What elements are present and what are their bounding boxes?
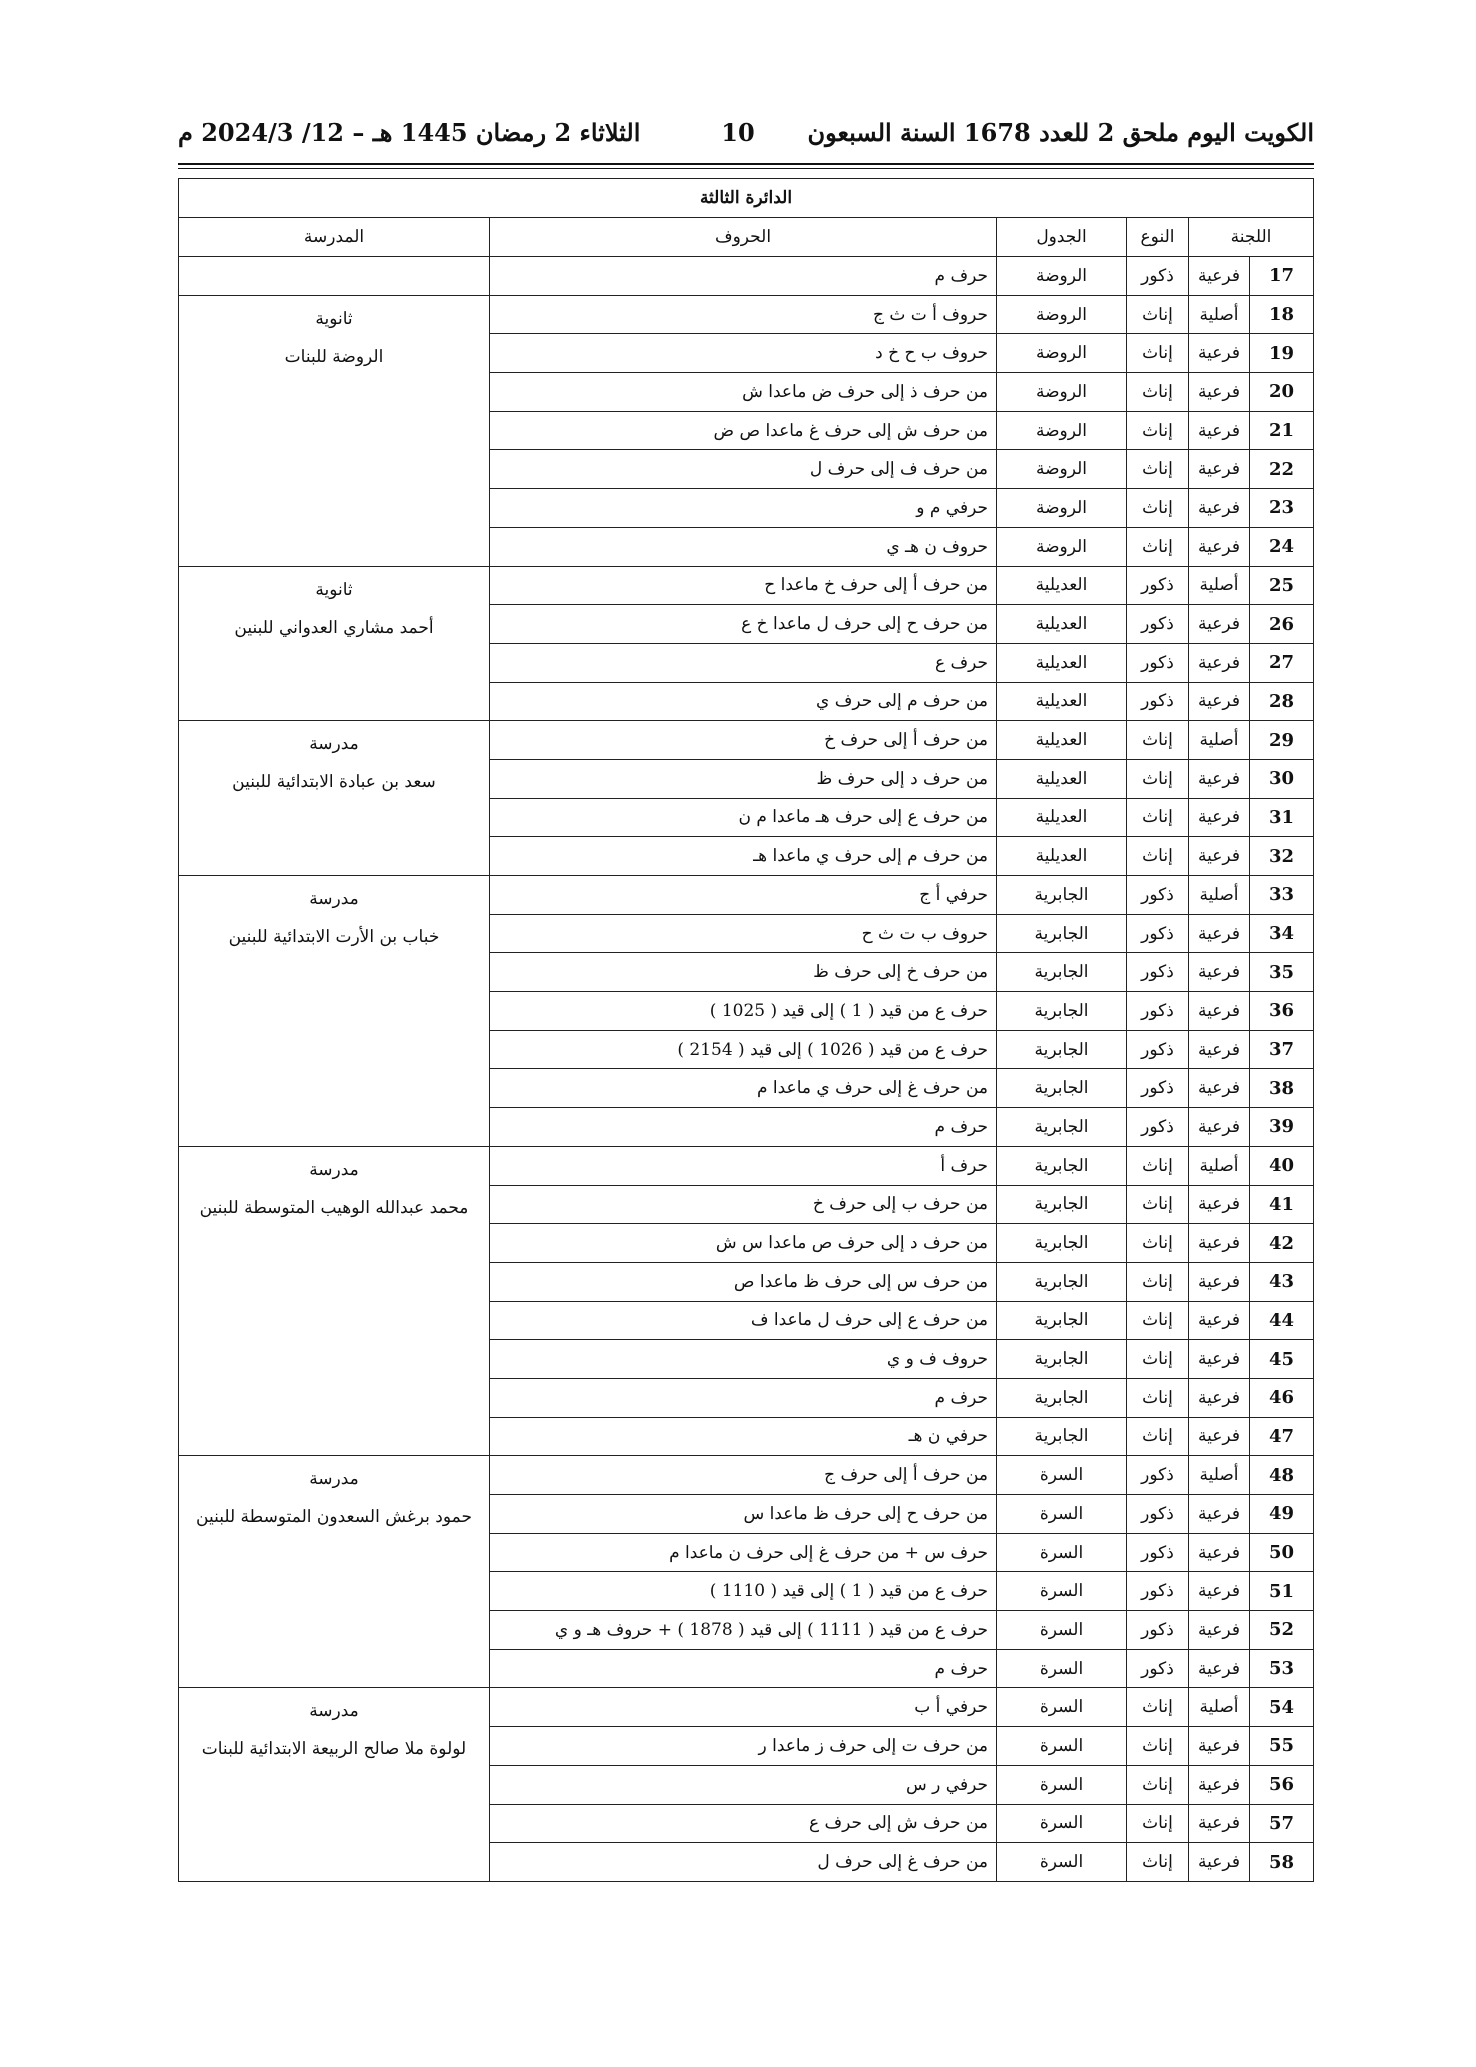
electoral-table: السرة: [997, 1533, 1127, 1572]
name-letters: حروف ب ت ث ح: [490, 914, 997, 953]
committee-kind: فرعية: [1189, 334, 1250, 373]
committee-kind: فرعية: [1189, 1843, 1250, 1882]
school-cell: [179, 721, 490, 876]
committee-kind: فرعية: [1189, 605, 1250, 644]
school-name: سعد بن عبادة الابتدائية للبنين: [232, 772, 436, 793]
district-title: الدائرة الثالثة: [179, 179, 1314, 218]
header-committee: اللجنة: [1189, 218, 1314, 257]
electoral-table: الروضة: [997, 411, 1127, 450]
voter-gender: ذكور: [1127, 1649, 1189, 1688]
committee-kind: فرعية: [1189, 1495, 1250, 1534]
electoral-table: الجابرية: [997, 953, 1127, 992]
electoral-table: العديلية: [997, 643, 1127, 682]
committee-number: 45: [1250, 1340, 1314, 1379]
name-letters: حرفي ن هـ: [490, 1417, 997, 1456]
name-letters: من حرف س إلى حرف ظ ماعدا ص: [490, 1262, 997, 1301]
committee-number: 28: [1250, 682, 1314, 721]
voter-gender: إناث: [1127, 450, 1189, 489]
school-cell: [179, 295, 490, 566]
committee-number: 40: [1250, 1146, 1314, 1185]
committee-number: 38: [1250, 1069, 1314, 1108]
electoral-table: السرة: [997, 1572, 1127, 1611]
voter-gender: إناث: [1127, 1224, 1189, 1263]
school-type: مدرسة: [309, 734, 359, 755]
committee-kind: أصلية: [1189, 566, 1250, 605]
voter-gender: ذكور: [1127, 953, 1189, 992]
voter-gender: ذكور: [1127, 257, 1189, 296]
committee-kind: فرعية: [1189, 1649, 1250, 1688]
committee-kind: أصلية: [1189, 721, 1250, 760]
voter-gender: ذكور: [1127, 992, 1189, 1031]
page-header: [178, 118, 1314, 158]
committee-kind: فرعية: [1189, 257, 1250, 296]
electoral-table: العديلية: [997, 759, 1127, 798]
electoral-table: الروضة: [997, 334, 1127, 373]
electoral-table: الجابرية: [997, 1262, 1127, 1301]
voter-gender: ذكور: [1127, 605, 1189, 644]
voter-gender: إناث: [1127, 1804, 1189, 1843]
name-letters: من حرف د إلى حرف ص ماعدا س ش: [490, 1224, 997, 1263]
name-letters: حروف ن هـ ي: [490, 527, 997, 566]
voter-gender: إناث: [1127, 1843, 1189, 1882]
table-row: [179, 295, 1314, 334]
name-letters: من حرف أ إلى حرف خ: [490, 721, 997, 760]
table-row: [179, 876, 1314, 915]
committee-kind: فرعية: [1189, 527, 1250, 566]
name-letters: حرف م: [490, 257, 997, 296]
committee-kind: فرعية: [1189, 411, 1250, 450]
electoral-table: السرة: [997, 1456, 1127, 1495]
table-row: [179, 257, 1314, 296]
committee-number: 22: [1250, 450, 1314, 489]
name-letters: من حرف ع إلى حرف هـ ماعدا م ن: [490, 798, 997, 837]
table-row: [179, 566, 1314, 605]
voter-gender: إناث: [1127, 1340, 1189, 1379]
name-letters: من حرف ش إلى حرف ع: [490, 1804, 997, 1843]
voter-gender: إناث: [1127, 295, 1189, 334]
table-row: [179, 1146, 1314, 1185]
name-letters: حرف ع من قيد ( 1026 ) إلى قيد ( 2154 ): [490, 1030, 997, 1069]
committee-kind: أصلية: [1189, 295, 1250, 334]
committee-kind: أصلية: [1189, 1688, 1250, 1727]
voter-gender: ذكور: [1127, 682, 1189, 721]
committee-kind: فرعية: [1189, 1301, 1250, 1340]
school-cell: [179, 566, 490, 721]
electoral-table: السرة: [997, 1649, 1127, 1688]
voter-gender: ذكور: [1127, 1572, 1189, 1611]
committee-kind: فرعية: [1189, 1727, 1250, 1766]
electoral-table: العديلية: [997, 566, 1127, 605]
committee-kind: فرعية: [1189, 1765, 1250, 1804]
voter-gender: إناث: [1127, 489, 1189, 528]
header-school: المدرسة: [179, 218, 490, 257]
name-letters: من حرف م إلى حرف ي: [490, 682, 997, 721]
committee-table: [178, 178, 1314, 1882]
electoral-table: الجابرية: [997, 1069, 1127, 1108]
committee-number: 37: [1250, 1030, 1314, 1069]
name-letters: من حرف ح إلى حرف ظ ماعدا س: [490, 1495, 997, 1534]
committee-kind: فرعية: [1189, 759, 1250, 798]
committee-number: 46: [1250, 1378, 1314, 1417]
committee-number: 55: [1250, 1727, 1314, 1766]
electoral-table: الروضة: [997, 527, 1127, 566]
voter-gender: ذكور: [1127, 1533, 1189, 1572]
electoral-table: الجابرية: [997, 1185, 1127, 1224]
voter-gender: ذكور: [1127, 1108, 1189, 1147]
committee-number: 35: [1250, 953, 1314, 992]
voter-gender: إناث: [1127, 759, 1189, 798]
school-name: حمود برغش السعدون المتوسطة للبنين: [196, 1507, 472, 1528]
electoral-table: السرة: [997, 1765, 1127, 1804]
electoral-table: السرة: [997, 1611, 1127, 1650]
committee-number: 30: [1250, 759, 1314, 798]
committee-number: 36: [1250, 992, 1314, 1031]
committee-number: 56: [1250, 1765, 1314, 1804]
school-cell: [179, 1146, 490, 1456]
school-type: مدرسة: [309, 1701, 359, 1722]
electoral-table: الجابرية: [997, 1030, 1127, 1069]
committee-number: 43: [1250, 1262, 1314, 1301]
school-name: الروضة للبنات: [284, 346, 384, 367]
voter-gender: إناث: [1127, 411, 1189, 450]
committee-kind: فرعية: [1189, 1340, 1250, 1379]
name-letters: من حرف ذ إلى حرف ض ماعدا ش: [490, 373, 997, 412]
voter-gender: ذكور: [1127, 566, 1189, 605]
committee-kind: فرعية: [1189, 1378, 1250, 1417]
electoral-table: الروضة: [997, 373, 1127, 412]
electoral-table: الجابرية: [997, 914, 1127, 953]
school-cell: [179, 876, 490, 1147]
name-letters: حرف م: [490, 1649, 997, 1688]
voter-gender: إناث: [1127, 1262, 1189, 1301]
voter-gender: إناث: [1127, 334, 1189, 373]
voter-gender: إناث: [1127, 1378, 1189, 1417]
voter-gender: ذكور: [1127, 1069, 1189, 1108]
committee-kind: فرعية: [1189, 798, 1250, 837]
committee-kind: فرعية: [1189, 682, 1250, 721]
committee-number: 33: [1250, 876, 1314, 915]
committee-number: 19: [1250, 334, 1314, 373]
electoral-table: الجابرية: [997, 1108, 1127, 1147]
committee-kind: أصلية: [1189, 1146, 1250, 1185]
school-cell: [179, 1456, 490, 1688]
name-letters: حرف م: [490, 1108, 997, 1147]
name-letters: حرف ع: [490, 643, 997, 682]
voter-gender: ذكور: [1127, 914, 1189, 953]
school-type: ثانوية: [315, 579, 353, 600]
name-letters: حرف م: [490, 1378, 997, 1417]
table-header-row: [179, 218, 1314, 257]
school-cell: [179, 257, 490, 296]
school-name: خباب بن الأرت الابتدائية للبنين: [228, 927, 440, 947]
committee-kind: فرعية: [1189, 450, 1250, 489]
electoral-table: الروضة: [997, 450, 1127, 489]
school-name: لولوة ملا صالح الربيعة الابتدائية للبنات: [201, 1739, 467, 1760]
committee-number: 31: [1250, 798, 1314, 837]
name-letters: من حرف ح إلى حرف ل ماعدا خ ع: [490, 605, 997, 644]
committee-kind: فرعية: [1189, 1185, 1250, 1224]
committee-kind: فرعية: [1189, 914, 1250, 953]
name-letters: حروف ف و ي: [490, 1340, 997, 1379]
committee-number: 49: [1250, 1495, 1314, 1534]
electoral-table: السرة: [997, 1804, 1127, 1843]
table-title-row: [179, 179, 1314, 218]
committee-number: 39: [1250, 1108, 1314, 1147]
committee-kind: فرعية: [1189, 373, 1250, 412]
committee-number: 20: [1250, 373, 1314, 412]
school-name: محمد عبدالله الوهيب المتوسطة للبنين: [199, 1197, 469, 1218]
table-row: [179, 1456, 1314, 1495]
committee-number: 50: [1250, 1533, 1314, 1572]
committee-kind: فرعية: [1189, 1611, 1250, 1650]
school-type: مدرسة: [309, 1159, 359, 1180]
name-letters: من حرف غ إلى حرف ل: [490, 1843, 997, 1882]
name-letters: حرفي م و: [490, 489, 997, 528]
name-letters: من حرف أ إلى حرف خ ماعدا ح: [490, 566, 997, 605]
voter-gender: إناث: [1127, 721, 1189, 760]
electoral-table: العديلية: [997, 721, 1127, 760]
voter-gender: إناث: [1127, 837, 1189, 876]
table-body: [179, 257, 1314, 1882]
committee-number: 54: [1250, 1688, 1314, 1727]
electoral-table: الروضة: [997, 257, 1127, 296]
committee-number: 24: [1250, 527, 1314, 566]
name-letters: من حرف ف إلى حرف ل: [490, 450, 997, 489]
committee-kind: فرعية: [1189, 1108, 1250, 1147]
name-letters: حرفي ر س: [490, 1765, 997, 1804]
voter-gender: إناث: [1127, 1727, 1189, 1766]
name-letters: من حرف خ إلى حرف ظ: [490, 953, 997, 992]
committee-number: 29: [1250, 721, 1314, 760]
voter-gender: ذكور: [1127, 643, 1189, 682]
header-rule-thick: [178, 163, 1314, 165]
committee-number: 44: [1250, 1301, 1314, 1340]
electoral-table: الجابرية: [997, 1378, 1127, 1417]
name-letters: حرف ع من قيد ( 1 ) إلى قيد ( 1110 ): [490, 1572, 997, 1611]
committee-kind: فرعية: [1189, 643, 1250, 682]
voter-gender: ذكور: [1127, 1611, 1189, 1650]
voter-gender: إناث: [1127, 1765, 1189, 1804]
voter-gender: ذكور: [1127, 1030, 1189, 1069]
name-letters: حروف ب ح خ د: [490, 334, 997, 373]
committee-number: 26: [1250, 605, 1314, 644]
committee-kind: فرعية: [1189, 1030, 1250, 1069]
electoral-table: الروضة: [997, 295, 1127, 334]
name-letters: من حرف ب إلى حرف خ: [490, 1185, 997, 1224]
name-letters: حرف ع من قيد ( 1111 ) إلى قيد ( 1878 ) + حروف هـ و ي: [490, 1611, 997, 1650]
committee-number: 48: [1250, 1456, 1314, 1495]
electoral-table: السرة: [997, 1727, 1127, 1766]
school-type: مدرسة: [309, 1469, 359, 1490]
name-letters: من حرف م إلى حرف ي ماعدا هـ: [490, 837, 997, 876]
electoral-table: السرة: [997, 1495, 1127, 1534]
school-type: مدرسة: [309, 889, 359, 909]
committee-number: 18: [1250, 295, 1314, 334]
committee-number: 58: [1250, 1843, 1314, 1882]
committee-number: 21: [1250, 411, 1314, 450]
voter-gender: إناث: [1127, 527, 1189, 566]
committee-number: 41: [1250, 1185, 1314, 1224]
voter-gender: إناث: [1127, 798, 1189, 837]
committee-number: 42: [1250, 1224, 1314, 1263]
name-letters: حرفي أ ج: [490, 876, 997, 915]
committee-kind: فرعية: [1189, 1533, 1250, 1572]
header-table: الجدول: [997, 218, 1127, 257]
voter-gender: إناث: [1127, 1301, 1189, 1340]
electoral-table: الجابرية: [997, 1301, 1127, 1340]
committee-number: 23: [1250, 489, 1314, 528]
electoral-table: العديلية: [997, 798, 1127, 837]
table-row: [179, 721, 1314, 760]
electoral-table: السرة: [997, 1843, 1127, 1882]
electoral-table: الجابرية: [997, 992, 1127, 1031]
committee-number: 52: [1250, 1611, 1314, 1650]
name-letters: من حرف غ إلى حرف ي ماعدا م: [490, 1069, 997, 1108]
committee-number: 17: [1250, 257, 1314, 296]
committee-kind: فرعية: [1189, 1224, 1250, 1263]
name-letters: حرف س + من حرف غ إلى حرف ن ماعدا م: [490, 1533, 997, 1572]
name-letters: حرف ع من قيد ( 1 ) إلى قيد ( 1025 ): [490, 992, 997, 1031]
electoral-table: العديلية: [997, 682, 1127, 721]
table-row: [179, 1688, 1314, 1727]
committee-kind: فرعية: [1189, 1417, 1250, 1456]
voter-gender: إناث: [1127, 1185, 1189, 1224]
school-cell: [179, 1688, 490, 1881]
committee-kind: فرعية: [1189, 953, 1250, 992]
electoral-table: الجابرية: [997, 1224, 1127, 1263]
committee-kind: فرعية: [1189, 1572, 1250, 1611]
committee-number: 47: [1250, 1417, 1314, 1456]
committee-kind: فرعية: [1189, 837, 1250, 876]
electoral-table: الجابرية: [997, 876, 1127, 915]
committee-kind: فرعية: [1189, 1804, 1250, 1843]
committee-number: 57: [1250, 1804, 1314, 1843]
committee-kind: فرعية: [1189, 1262, 1250, 1301]
name-letters: حرفي أ ب: [490, 1688, 997, 1727]
electoral-table: السرة: [997, 1688, 1127, 1727]
voter-gender: إناث: [1127, 1417, 1189, 1456]
school-name: أحمد مشاري العدواني للبنين: [234, 617, 434, 638]
electoral-table: العديلية: [997, 837, 1127, 876]
voter-gender: إناث: [1127, 1146, 1189, 1185]
committee-number: 51: [1250, 1572, 1314, 1611]
name-letters: حروف أ ت ث ج: [490, 295, 997, 334]
header-rule-thin: [178, 168, 1314, 169]
committee-number: 25: [1250, 566, 1314, 605]
name-letters: من حرف ت إلى حرف ز ماعدا ر: [490, 1727, 997, 1766]
voter-gender: ذكور: [1127, 876, 1189, 915]
voter-gender: ذكور: [1127, 1495, 1189, 1534]
name-letters: من حرف ع إلى حرف ل ماعدا ف: [490, 1301, 997, 1340]
voter-gender: إناث: [1127, 1688, 1189, 1727]
electoral-table: العديلية: [997, 605, 1127, 644]
voter-gender: ذكور: [1127, 1456, 1189, 1495]
page-number: 10: [721, 118, 755, 147]
electoral-table: الروضة: [997, 489, 1127, 528]
issue-date: الثلاثاء 2 رمضان 1445 هـ – 12/ 2024/3 م: [178, 118, 641, 147]
gazette-issue-title: الكويت اليوم ملحق 2 للعدد 1678 السنة السبعون: [807, 118, 1314, 147]
header-gender: النوع: [1127, 218, 1189, 257]
name-letters: حرف أ: [490, 1146, 997, 1185]
school-type: ثانوية: [315, 308, 353, 329]
electoral-table: الجابرية: [997, 1340, 1127, 1379]
committee-number: 27: [1250, 643, 1314, 682]
committee-number: 32: [1250, 837, 1314, 876]
electoral-table: الجابرية: [997, 1146, 1127, 1185]
committee-kind: أصلية: [1189, 1456, 1250, 1495]
name-letters: من حرف ش إلى حرف غ ماعدا ص ض: [490, 411, 997, 450]
committee-number: 34: [1250, 914, 1314, 953]
committee-kind: فرعية: [1189, 1069, 1250, 1108]
committee-kind: فرعية: [1189, 489, 1250, 528]
committee-kind: أصلية: [1189, 876, 1250, 915]
committee-kind: فرعية: [1189, 992, 1250, 1031]
voter-gender: إناث: [1127, 373, 1189, 412]
name-letters: من حرف د إلى حرف ظ: [490, 759, 997, 798]
header-letters: الحروف: [490, 218, 997, 257]
name-letters: من حرف أ إلى حرف ج: [490, 1456, 997, 1495]
electoral-table: الجابرية: [997, 1417, 1127, 1456]
committee-number: 53: [1250, 1649, 1314, 1688]
